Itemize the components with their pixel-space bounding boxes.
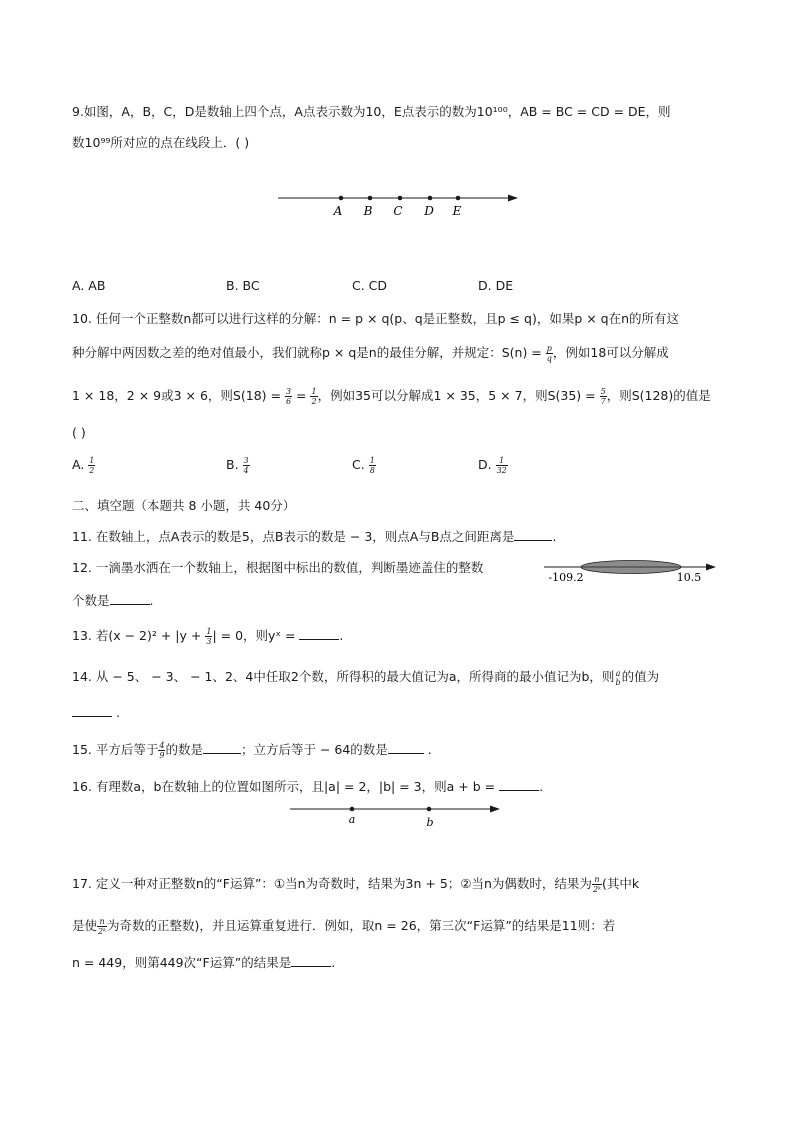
q16-line: 16. 有理数a，b在数轴上的位置如图所示，且|a| = 2，|b| = 3，则a + b = . <box>72 779 544 794</box>
q14-line2: . <box>72 704 120 722</box>
q9-line1: 9.如图，A，B，C，D是数轴上四个点，A点表示数为10，E点表示的数为10¹⁰⁰，AB = BC = CD = DE，则 <box>72 104 671 119</box>
q10-option-a: A. $\frac{1}{2}$ <box>72 456 95 475</box>
q16-point-a-dot <box>350 807 355 812</box>
q10-frac-p-q: $\frac{p}{q}$ <box>546 344 552 363</box>
q10-line4: ( ) <box>72 425 86 440</box>
q12-line2: 个数是 . <box>72 593 154 608</box>
q14-line1: 14. 从 − 5、 − 3、 − 1、2、4中任取2个数，所得积的最大值记为a，所得商的最小值记为b，则 a b 的值为 <box>72 668 660 687</box>
q10-option-d: D. $\frac{1}{32}$ <box>478 456 507 475</box>
q10-line3: 1 × 18，2 × 9或3 × 6，则S(18) = $\frac{3}{6}$ = $\frac{1}{2}$ ，例如35可以分解成1 × 35，5 × 7，则S(35) = $\frac{5}{7}$ ，则S(128)的值是 <box>72 387 711 406</box>
q9-option-b: B. BC <box>226 278 260 293</box>
q16-number-line <box>284 800 510 832</box>
q9-point-c-dot <box>398 196 403 201</box>
q17-answer-blank <box>291 954 331 967</box>
q12-ink-number-line <box>540 556 725 588</box>
q10-line2: 种分解中两因数之差的绝对值最小，我们就称p × q是n的最佳分解，并规定：S(n) = $\frac{p}{q}$ ，例如18可以分解成 <box>72 344 669 363</box>
q17-line2: 是使 $\frac{n}{\text{2ᵏ}}$ 为奇数的正整数)，并且运算重复进行．例如，取n = 26，第三次“F运算”的结果是11则：若 <box>72 917 616 936</box>
q9-point-e-label: E <box>452 204 462 218</box>
q10-frac-5-7: $\frac{5}{7}$ <box>600 387 606 406</box>
q9-option-d: D. DE <box>478 278 514 293</box>
q10-option-c: C. $\frac{1}{8}$ <box>352 456 375 475</box>
q16-point-b-dot <box>427 807 432 812</box>
q17-frac-n-2k-1: $\frac{n}{\text{2ᵏ}}$ <box>592 875 601 894</box>
q10-option-b: B. $\frac{3}{4}$ <box>226 456 249 475</box>
q9-option-a: A. AB <box>72 278 106 293</box>
q13-frac-1-3: $\frac{1}{3}$ <box>206 627 212 646</box>
q14-answer-blank <box>72 704 112 717</box>
q10-frac-1-2: $\frac{1}{2}$ <box>311 387 317 406</box>
q12-right-value: 10.5 <box>676 571 702 584</box>
q13-line: 13. 若(x − 2)² + |y + $\frac{1}{3}$ | = 0，则yˣ = . <box>72 627 344 646</box>
section2-title: 二、填空题（本题共 8 小题，共 40分） <box>72 498 296 513</box>
q9-point-b-dot <box>368 196 373 201</box>
q10-line1: 10. 任何一个正整数n都可以进行这样的分解：n = p × q(p、q是正整数，且p ≤ q)，如果p × q在n的所有这 <box>72 311 680 326</box>
q17-frac-n-2k-2: $\frac{n}{\text{2ᵏ}}$ <box>98 917 107 936</box>
q12-left-value: -109.2 <box>548 571 584 584</box>
q13-answer-blank <box>299 627 339 640</box>
q14-a-over-b: a b <box>615 668 621 687</box>
q9-point-a-dot <box>339 196 344 201</box>
q17-line1: 17. 定义一种对正整数n的“F运算”：①当n为奇数时，结果为3n + 5；②当n为偶数时，结果为 $\frac{n}{\text{2ᵏ}}$ (其中k <box>72 875 640 894</box>
q16-point-b-label: b <box>426 816 434 829</box>
q9-point-a-label: A <box>333 204 343 218</box>
q15-line: 15. 平方后等于 $\frac{4}{9}$ 的数是 ；立方后等于 − 64的数是 . <box>72 741 432 760</box>
q9-point-e-dot <box>456 196 461 201</box>
q9-number-line <box>270 186 530 226</box>
q9-line2: 数10⁹⁹所对应的点在线段上．( ) <box>72 135 250 150</box>
q11-line: 11. 在数轴上，点A表示的数是5，点B表示的数是 − 3，则点A与B点之间距离是 . <box>72 529 557 544</box>
q15-frac-4-9: $\frac{4}{9}$ <box>159 741 165 760</box>
q10-frac-3-6: $\frac{3}{6}$ <box>285 387 292 406</box>
q9-point-d-dot <box>428 196 433 201</box>
q9-point-b-label: B <box>363 204 373 218</box>
q16-answer-blank <box>499 778 539 791</box>
q15-answer-blank-2 <box>388 741 424 754</box>
q17-line3: n = 449，则第449次“F运算”的结果是 . <box>72 955 336 970</box>
q16-point-a-label: a <box>348 813 356 826</box>
q11-answer-blank <box>514 528 552 541</box>
q12-line1: 12. 一滴墨水洒在一个数轴上，根据图中标出的数值，判断墨迹盖住的整数 <box>72 560 484 575</box>
q9-option-c: C. CD <box>352 278 388 293</box>
q9-point-c-label: C <box>393 204 403 218</box>
q9-point-d-label: D <box>424 204 434 218</box>
q15-answer-blank-1 <box>203 741 241 754</box>
q12-answer-blank <box>110 592 150 605</box>
